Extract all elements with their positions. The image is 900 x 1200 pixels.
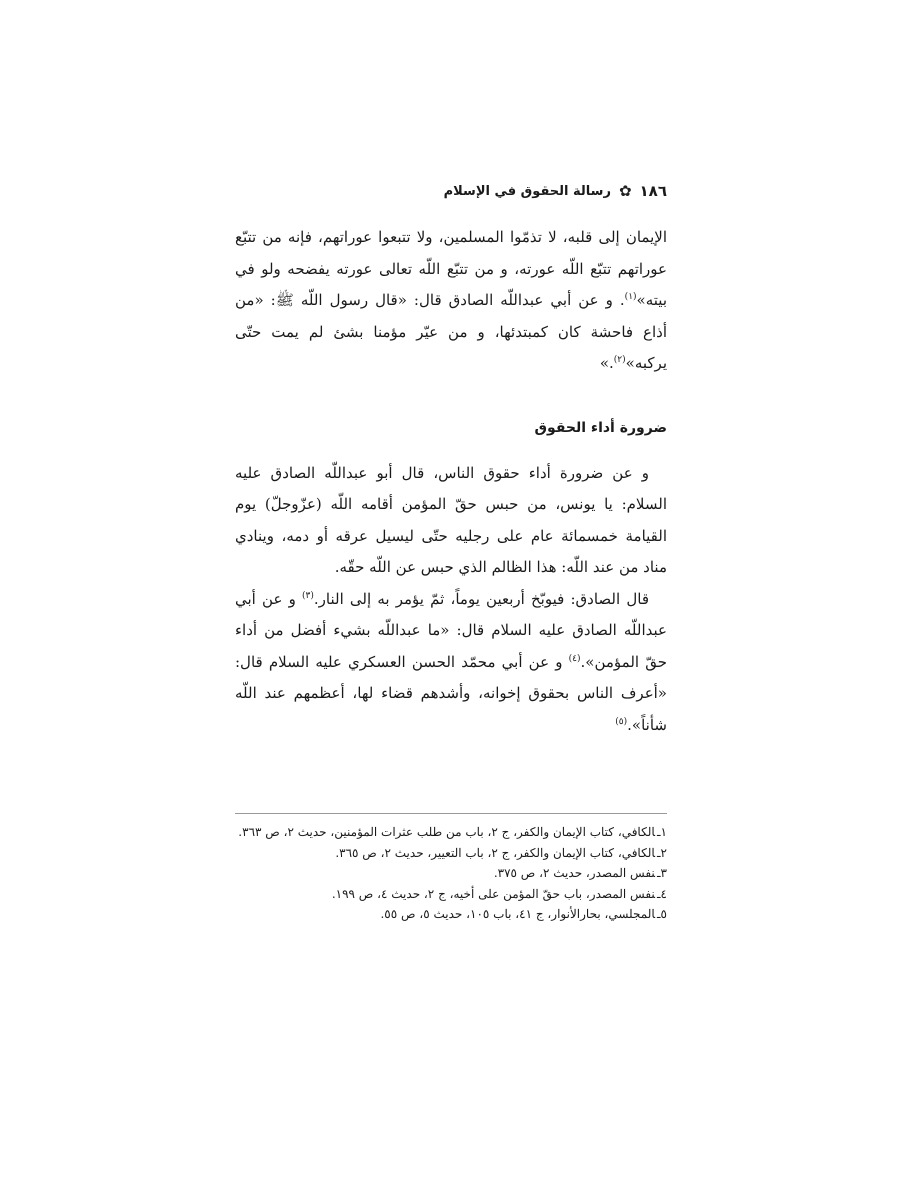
footnote-number: ٤ـ	[657, 886, 667, 901]
paragraph-3-text-b: و عن أبي عبداللّه الصادق عليه السلام قال: «ما عبداللّه بشيء أفضل من أداء حقّ المؤمن».	[235, 589, 668, 671]
footnote-ref-1: (١)	[624, 292, 637, 302]
footnote-number: ٢ـ	[657, 845, 667, 860]
paragraph-3-text-a: قال الصادق: فيوبّخ أربعين يوماً، ثمّ يؤمر به إلى النار.	[313, 589, 649, 608]
section-heading: ضرورة أداء الحقوق	[534, 419, 667, 436]
footnote-divider	[235, 813, 667, 814]
footnote-item	[235, 822, 667, 843]
footnote-text: نفس المصدر، حديث ٢، ص ٣٧٥.	[493, 866, 656, 880]
document-page	[235, 178, 667, 925]
footnote-item	[235, 884, 667, 905]
paragraph-1-text-c: .»	[599, 354, 614, 372]
paragraph-2-text: و عن ضرورة أداء حقوق الناس، قال أبو عبداللّه الصادق عليه السلام: يا يونس، من حبس حقّ المؤمن أقامه اللّه (عزّوجلّ) يوم القيامة خمسمائة عام على رجليه حتّى ليسيل عرقه أو دمه، وينادي مناد من عند اللّه: هذا الظالم الذي حبس عن اللّه حقّه.	[235, 463, 667, 576]
paragraph-1-text-b: . و عن أبي عبداللّه الصادق قال: «قال رسول اللّه ﷺ: «من أذاع فاحشة كان كمبتدئها، و من عيّر مؤمنا بشئ لم يمت حتّى يركبه»	[235, 291, 667, 372]
footnote-ref-2: (٢)	[613, 355, 626, 365]
paragraph-1	[235, 222, 667, 380]
footnote-text: نفس المصدر، باب حقّ المؤمن على أخيه، ج ٢، حديث ٤، ص ١٩٩.	[331, 886, 656, 901]
paragraph-2	[235, 458, 667, 584]
page-number: ١٨٦	[639, 182, 667, 200]
footnote-item	[235, 863, 667, 884]
footnote-item	[235, 843, 667, 864]
flower-ornament-icon: ✿	[618, 182, 632, 200]
running-header	[235, 178, 667, 204]
footnote-ref-3: (٣)	[302, 590, 314, 601]
footnote-text: الكافي، كتاب الإيمان والكفر، ج ٢، باب من طلب عثرات المؤمنين، حديث ٢، ص ٣٦٣.	[238, 825, 656, 839]
book-title: رسالة الحقوق في الإسلام	[443, 183, 611, 199]
footnote-ref-5: (٥)	[615, 716, 628, 727]
footnote-text: المجلسي، بحارالأنوار، ج ٤١، باب ١٠٥، حديث ٥، ص ٥٥.	[380, 907, 656, 921]
footnote-number: ١ـ	[657, 825, 667, 839]
paragraph-3	[235, 584, 667, 742]
footnote-number: ٥ـ	[657, 907, 667, 921]
paragraph-1-text-a: الإيمان إلى قلبه، لا تذمّوا المسلمين، ولا تتبعوا عوراتهم، فإنه من تتبّع عوراتهم تتبّع اللّه عورته، و من تتبّع اللّه تعالى عورته يفضحه ولو في بيته»	[235, 228, 667, 309]
footnotes-list	[235, 822, 667, 925]
footnote-text: الكافي، كتاب الإيمان والكفر، ج ٢، باب التعيير، حديث ٢، ص ٣٦٥.	[335, 845, 656, 860]
footnote-number: ٣ـ	[657, 866, 667, 880]
footnote-item	[235, 904, 667, 925]
footnote-ref-4: (٤)	[568, 653, 581, 664]
paragraph-3-text-c: و عن أبي محمّد الحسن العسكري عليه السلام قال: «أعرف الناس بحقوق إخوانه، وأشدهم قضاء لها، أعظمهم عند اللّه شأناً».	[235, 652, 667, 734]
